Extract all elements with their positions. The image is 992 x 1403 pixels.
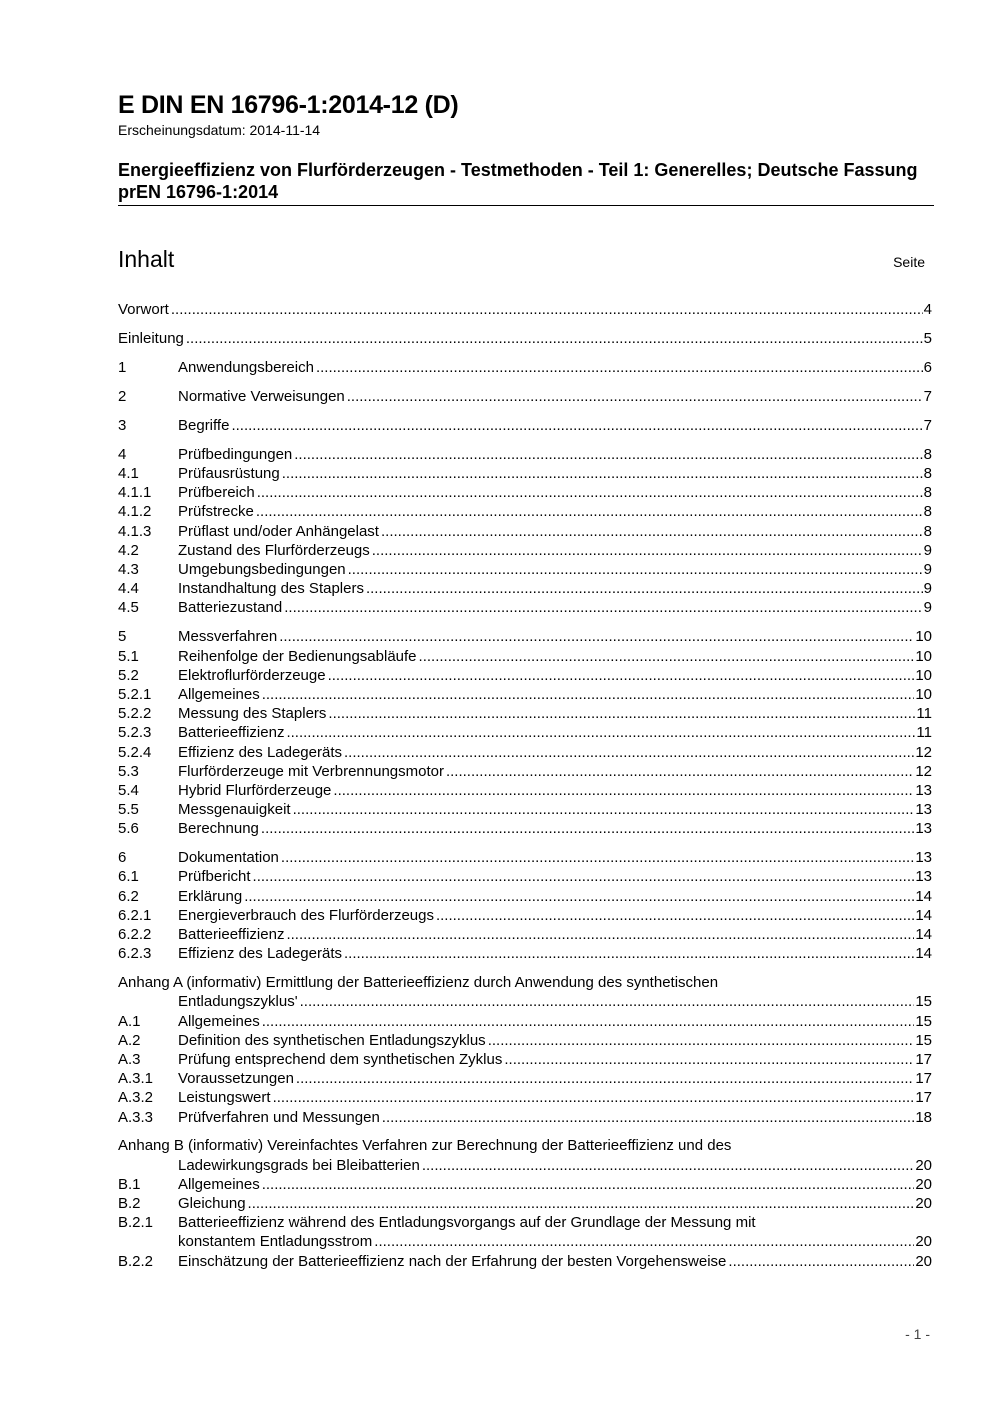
toc-entry-page: 7 [923,416,932,434]
toc-entry-number: 6 [118,849,127,867]
toc-dot-leader [231,416,922,435]
toc-entry[interactable] [118,300,932,319]
toc-entry-title: Prüfausrüstung [178,465,280,483]
toc-entry-number: 5.2.1 [118,685,152,703]
toc-entry-title: Begriffe [178,416,230,434]
toc-dot-leader [281,848,914,867]
toc-entry-title: Instandhaltung des Staplers [178,580,364,598]
toc-entry-page: 15 [915,1012,932,1030]
toc-entry[interactable] [118,1108,932,1127]
toc-entry[interactable] [118,685,932,704]
toc-dot-leader [186,329,923,348]
toc-entry[interactable] [118,627,932,646]
toc-dot-leader [366,579,923,598]
toc-entry-number: A.3.1 [118,1070,154,1088]
toc-entry-page: 10 [915,647,932,665]
toc-entry-number: A.2 [118,1031,141,1049]
toc-entry[interactable] [118,1213,932,1232]
toc-entry-number: 5.5 [118,801,139,819]
toc-entry-page: 14 [915,945,932,963]
toc-dot-leader [296,1069,914,1088]
toc-entry[interactable] [118,1194,932,1213]
toc-entry-page: 4 [923,301,932,318]
toc-dot-leader [293,800,915,819]
toc-entry[interactable] [118,1252,932,1271]
toc-entry[interactable] [118,387,932,406]
toc-dot-leader [328,704,915,723]
toc-entry-page: 8 [923,503,932,521]
toc-entry-number: 6.2 [118,887,139,905]
toc-entry-title: Leistungswert [178,1089,271,1107]
toc-entry-number: 2 [118,387,127,405]
toc-entry-page: 14 [915,906,932,924]
toc-dot-leader [257,483,923,502]
toc-entry-page: 7 [923,387,932,405]
toc-entry-title: Normative Verweisungen [178,387,345,405]
page-number: - 1 - [905,1326,930,1342]
toc-dot-leader [256,502,923,521]
toc-dot-leader [286,723,915,742]
toc-entry-number: 6.2.3 [118,945,152,963]
toc-dot-leader [328,666,915,685]
toc-entry-page: 14 [915,887,932,905]
title-divider [118,205,934,206]
toc-entry[interactable] [118,416,932,435]
toc-entry-number: 5.6 [118,820,139,838]
toc-dot-leader [422,1156,914,1175]
toc-entry-title: Umgebungsbedingungen [178,561,346,579]
toc-entry-title: Reihenfolge der Bedienungsabläufe [178,647,417,665]
toc-entry-title: Batteriezustand [178,599,283,617]
toc-entry-page: 8 [923,465,932,483]
toc-dot-leader [273,1088,915,1107]
toc-entry-number: 1 [118,358,127,376]
toc-dot-leader [504,1050,914,1069]
toc-entry-page: 17 [915,1089,932,1107]
toc-entry-title: Flurförderzeuge mit Verbrennungsmotor [178,762,444,780]
toc-dot-leader [372,541,923,560]
toc-entry-number: 4.2 [118,541,139,559]
toc-entry[interactable] [118,329,932,348]
toc-entry-page: 15 [915,993,932,1011]
toc-entry-number: 4.1 [118,465,139,483]
toc-entry-page: 17 [915,1070,932,1088]
toc-entry-number: B.2 [118,1195,141,1213]
table-of-contents [118,300,932,1271]
toc-entry-title: Allgemeines [178,1175,260,1193]
toc-entry[interactable] [118,887,932,906]
toc-entry-title: Anhang B (informativ) Vereinfachtes Verfahren zur Berechnung der Batterieeffizienz und des [118,1137,732,1155]
toc-dot-leader [382,1108,915,1127]
toc-entry-title: Batterieeffizienz [178,724,285,742]
toc-entry-title: Allgemeines [178,1012,260,1030]
toc-dot-leader [286,925,914,944]
toc-entry-title: Ladewirkungsgrads bei Bleibatterien [178,1156,420,1174]
toc-entry-title: Zustand des Flurförderzeugs [178,541,370,559]
toc-entry-number: 5.3 [118,762,139,780]
toc-entry-page: 11 [916,724,932,742]
toc-entry-title: Prüfbereich [178,484,255,502]
toc-dot-leader [419,647,915,666]
toc-entry[interactable] [118,925,932,944]
toc-entry[interactable] [118,906,932,925]
toc-entry-number: 3 [118,416,127,434]
toc-dot-leader [261,819,914,838]
toc-entry-number: A.3.2 [118,1089,154,1107]
toc-dot-leader [282,464,923,483]
publication-date: Erscheinungsdatum: 2014-11-14 [118,122,321,138]
toc-entry-number: 4.1.3 [118,522,152,540]
toc-entry[interactable] [118,704,932,723]
toc-entry[interactable] [118,944,932,963]
toc-entry-number: 4.5 [118,599,139,617]
toc-entry-number: 5.4 [118,781,139,799]
toc-entry-title: Prüfung entsprechend dem synthetischen Zyklus [178,1050,503,1068]
toc-entry-number: B.1 [118,1175,141,1193]
toc-entry-title: Messverfahren [178,628,278,646]
toc-entry[interactable] [118,1012,932,1031]
toc-entry-title: Dokumentation [178,849,279,867]
toc-entry-number: 6.2.2 [118,926,152,944]
toc-dot-leader [728,1252,914,1271]
toc-entry-page: 9 [923,541,932,559]
toc-entry-page: 13 [915,801,932,819]
toc-entry[interactable] [118,541,932,560]
toc-entry[interactable] [118,723,932,742]
toc-dot-leader [300,992,915,1011]
toc-entry-number: A.3 [118,1050,141,1068]
toc-entry-page: 9 [923,561,932,579]
toc-entry-page: 12 [915,743,932,761]
toc-entry-title: Effizienz des Ladegeräts [178,945,342,963]
toc-entry-number: 4 [118,445,127,463]
toc-dot-leader [262,1175,915,1194]
toc-entry-title: Berechnung [178,820,259,838]
toc-entry-page: 18 [915,1108,932,1126]
toc-entry-page: 6 [923,358,932,376]
toc-entry[interactable] [118,1232,932,1251]
toc-entry-title: Anwendungsbereich [178,358,314,376]
toc-entry-page: 8 [923,445,932,463]
toc-entry[interactable] [118,1175,932,1194]
toc-entry-number: A.3.3 [118,1108,154,1126]
toc-entry-page: 15 [915,1031,932,1049]
toc-entry-page: 10 [915,666,932,684]
toc-entry-title: Prüfbericht [178,868,251,886]
toc-entry-page: 13 [915,781,932,799]
toc-entry-title: Prüfstrecke [178,503,254,521]
toc-entry-page: 20 [915,1195,932,1213]
toc-entry-title: Messung des Staplers [178,705,327,723]
toc-entry-number: 5.2 [118,666,139,684]
toc-entry-title: konstantem Entladungsstrom [178,1233,373,1251]
toc-entry-title: Messgenauigkeit [178,801,291,819]
toc-dot-leader [381,522,923,541]
toc-entry[interactable] [118,560,932,579]
toc-entry[interactable] [118,1069,932,1088]
toc-entry[interactable] [118,1050,932,1069]
toc-entry-title: Elektroflurförderzeuge [178,666,326,684]
toc-dot-leader [248,1194,915,1213]
toc-dot-leader [374,1232,914,1251]
toc-entry-title: Prüfbedingungen [178,445,293,463]
toc-entry-title: Vorwort [118,301,169,318]
toc-entry[interactable] [118,819,932,838]
toc-entry-page: 13 [915,868,932,886]
document-id: E DIN EN 16796-1:2014-12 (D) [118,91,459,119]
toc-dot-leader [262,1012,915,1031]
toc-dot-leader [262,685,915,704]
toc-entry[interactable] [118,973,932,992]
toc-entry[interactable] [118,666,932,685]
toc-dot-leader [348,560,923,579]
toc-entry[interactable] [118,483,932,502]
toc-entry[interactable] [118,800,932,819]
toc-entry-page: 9 [923,580,932,598]
toc-entry-page: 17 [915,1050,932,1068]
toc-entry-page: 12 [915,762,932,780]
toc-entry-page: 11 [916,705,932,723]
toc-dot-leader [284,598,922,617]
toc-entry-page: 20 [915,1156,932,1174]
toc-entry-number: B.2.2 [118,1252,154,1270]
toc-entry[interactable] [118,992,932,1011]
toc-dot-leader [488,1031,915,1050]
toc-entry-number: B.2.1 [118,1214,154,1232]
toc-entry-number: 6.1 [118,868,139,886]
toc-entry[interactable] [118,1088,932,1107]
toc-entry-page: 5 [923,329,932,347]
toc-dot-leader [333,781,914,800]
toc-entry[interactable] [118,445,932,464]
toc-dot-leader [294,445,922,464]
toc-entry-number: 5.1 [118,647,139,665]
toc-entry-title: Definition des synthetischen Entladungszyklus [178,1031,486,1049]
toc-entry-number: 4.1.2 [118,503,152,521]
toc-entry-number: 4.3 [118,561,139,579]
toc-entry-number: 5.2.3 [118,724,152,742]
toc-entry-title: Batterieeffizienz während des Entladungsvorgangs auf der Grundlage der Messung mit [178,1214,756,1232]
toc-heading: Inhalt [118,246,175,272]
toc-entry[interactable] [118,762,932,781]
toc-entry[interactable] [118,1136,932,1155]
toc-entry-title: Einschätzung der Batterieeffizienz nach der Erfahrung der besten Vorgehensweise [178,1252,727,1270]
toc-entry-page: 9 [923,599,932,617]
toc-entry[interactable] [118,1156,932,1175]
toc-entry-title: Anhang A (informativ) Ermittlung der Batterieeffizienz durch Anwendung des synthetischen [118,974,719,992]
toc-entry-title: Allgemeines [178,685,260,703]
toc-dot-leader [436,906,914,925]
toc-entry-number: 5.2.2 [118,705,152,723]
toc-entry[interactable] [118,598,932,617]
toc-entry[interactable] [118,743,932,762]
toc-entry-title: Erklärung [178,887,243,905]
toc-entry[interactable] [118,358,932,377]
toc-entry[interactable] [118,848,932,867]
toc-entry-page: 14 [915,926,932,944]
toc-entry-title: Hybrid Flurförderzeuge [178,781,332,799]
toc-dot-leader [446,762,914,781]
toc-entry[interactable] [118,647,932,666]
toc-entry[interactable] [118,522,932,541]
toc-dot-leader [244,887,914,906]
toc-entry[interactable] [118,502,932,521]
toc-entry-page: 20 [915,1233,932,1251]
toc-entry-title: Prüflast und/oder Anhängelast [178,522,379,540]
toc-entry-page: 8 [923,484,932,502]
toc-entry-title: Energieverbrauch des Flurförderzeugs [178,906,434,924]
toc-dot-leader [316,358,923,377]
toc-dot-leader [171,300,923,319]
toc-entry[interactable] [118,781,932,800]
toc-dot-leader [344,743,914,762]
toc-dot-leader [253,867,915,886]
toc-dot-leader [344,944,914,963]
toc-entry[interactable] [118,867,932,886]
toc-entry-title: Effizienz des Ladegeräts [178,743,342,761]
toc-entry[interactable] [118,464,932,483]
toc-entry-number: 5.2.4 [118,743,152,761]
toc-entry-number: 4.4 [118,580,139,598]
toc-entry[interactable] [118,579,932,598]
toc-dot-leader [347,387,923,406]
toc-entry-number: 4.1.1 [118,484,152,502]
toc-entry-number: A.1 [118,1012,141,1030]
toc-entry-page: 8 [923,522,932,540]
toc-entry-page: 13 [915,820,932,838]
toc-entry-page: 20 [915,1175,932,1193]
toc-entry-number: 6.2.1 [118,906,152,924]
toc-entry-title: Einleitung [118,329,184,347]
toc-entry[interactable] [118,1031,932,1050]
toc-entry-page: 20 [915,1252,932,1270]
toc-entry-title: Voraussetzungen [178,1070,294,1088]
page-column-label: Seite [893,254,925,270]
toc-entry-page: 10 [915,628,932,646]
toc-entry-page: 10 [915,685,932,703]
toc-entry-title: Gleichung [178,1195,246,1213]
toc-entry-title: Prüfverfahren und Messungen [178,1108,380,1126]
toc-dot-leader [279,627,914,646]
toc-entry-number: 5 [118,628,127,646]
document-title: Energieeffizienz von Flurförderzeugen - Testmethoden - Teil 1: Generelles; Deutsche Fassung prEN 16796-1:2014 [118,160,918,202]
toc-entry-title: Batterieeffizienz [178,926,285,944]
toc-entry-page: 13 [915,849,932,867]
toc-entry-title: Entladungszyklus' [178,993,298,1011]
